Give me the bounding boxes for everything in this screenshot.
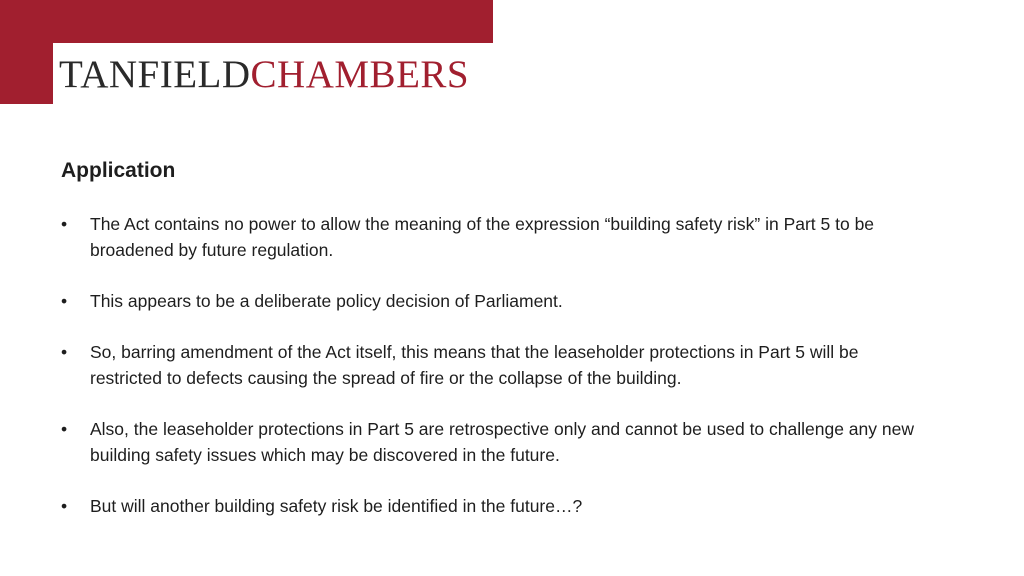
bullet-item: [61, 493, 931, 519]
bullet-text: The Act contains no power to allow the meaning of the expression “building safety risk” in Part 5 to be broadened by future regulation.: [90, 214, 875, 260]
bullet-item: [61, 339, 931, 391]
logo-word-chambers: CHAMBERS: [250, 53, 470, 96]
bullet-item: [61, 211, 931, 263]
bullet-item: [61, 416, 931, 468]
bullet-marker: •: [61, 419, 68, 439]
bullet-item: [61, 288, 931, 314]
bullet-text: This appears to be a deliberate policy decision of Parliament.: [90, 291, 563, 311]
bullet-text: Also, the leaseholder protections in Part 5 are retrospective only and cannot be used to challenge any new building safety issues which may be discovered in the future.: [90, 419, 914, 465]
bullet-marker: •: [61, 214, 68, 234]
bullet-text: But will another building safety risk be identified in the future…?: [90, 496, 583, 516]
bullet-marker: •: [61, 496, 68, 516]
bullet-marker: •: [61, 342, 68, 362]
bullet-marker: •: [61, 291, 68, 311]
logo-word-tanfield: TANFIELD: [59, 53, 251, 96]
bullet-text: So, barring amendment of the Act itself, this means that the leaseholder protections in Part 5 will be restricted to defects causing the spread of fire or the collapse of the building.: [90, 342, 859, 388]
bullet-list: [61, 211, 931, 544]
logo-wordmark: [59, 55, 469, 94]
slide-title: Application: [61, 159, 176, 182]
logo: [53, 43, 493, 104]
